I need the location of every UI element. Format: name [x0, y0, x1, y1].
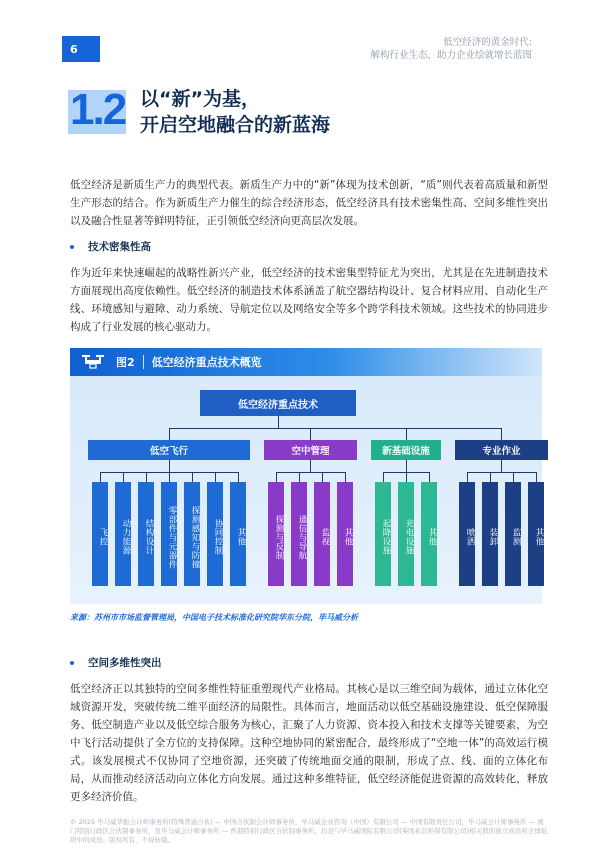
running-header-line1: 低空经济的黄金时代:: [443, 37, 532, 48]
tree-leaf: 飞控: [92, 482, 108, 586]
tree-connector: [169, 428, 170, 440]
bullet-tech-intensity: [70, 239, 151, 254]
tree-root: 低空经济重点技术: [200, 390, 356, 416]
tree-connector: [276, 472, 277, 482]
tree-category-3: 专业作业: [455, 440, 548, 460]
tree-category-1: 空中管理: [264, 440, 357, 460]
tree-connector: [169, 428, 502, 429]
tree-connector: [192, 472, 193, 482]
copyright-footer: © 2025 毕马威华振会计师事务所(特殊普通合伙) — 中国合伙制会计师事务所，毕马威企业咨询（中国）有限公司 — 中国有限责任公司，毕马威会计师事务所 — 澳门特别行政区合伙制事务所，及毕马威会计师事务所 — 香港特别行政区合伙制事务所，均是与毕马威国际有限公司(英国私营担保有限公司)相关联的独立成员所全球组织中的成员。版权所有，不得转载。: [70, 818, 548, 844]
tree-leaf: 其他: [528, 482, 544, 586]
tree-category-0: 低空飞行: [88, 440, 250, 460]
tree-connector: [310, 428, 311, 440]
spatial-paragraph: 低空经济正以其独特的空间多维性特征重塑现代产业格局。其核心是以三维空间为载体，通过立体化空域资源开发，突破传统二维平面经济的局限性。具体而言，地面活动以低空基础设施建设、低空保障服务、低空制造产业以及低空综合服务为核心，汇聚了人力资源、资本投入和技术支撑等关键要素，为空中飞行活动提供了全方位的支持保障。这种空地协同的紧密配合，最终形成了“空地一体”的高效运行模式。该发展模式不仅协同了空地资源，还突破了传统地面交通的限制，形成了点、线、面的立体化布局，从而推动经济活动向立体化方向发展。通过这种多维特征，低空经济能促进资源的高效转化，释放更多经济价值。: [70, 683, 548, 803]
tree-connector: [406, 460, 407, 472]
tree-leaf: 装卸: [482, 482, 498, 586]
page-number-badge: 6: [62, 36, 100, 62]
tree-leaf: 通信与导航: [291, 482, 307, 586]
tree-leaf: 探测感知与防撞: [184, 482, 200, 586]
tree-category-2: 新基础设施: [371, 440, 441, 460]
figure-tech-overview: [70, 348, 542, 604]
tree-leaf: 其他: [230, 482, 246, 586]
section-title: [140, 86, 330, 138]
section-title-line2: 开启空地融合的新蓝海: [140, 114, 331, 136]
tree-connector: [123, 472, 124, 482]
intro-paragraph: 低空经济是新质生产力的典型代表。新质生产力中的“新”体现为技术创新，“质”则代表着高质量和新型生产形态的结合。作为新质生产力催生的综合经济形态，低空经济具有技术密集性高、空间多维性突出以及融合性显著等鲜明特征，正引领低空经济向更高层次发展。: [70, 179, 548, 227]
tree-connector: [169, 460, 170, 472]
tree-connector: [345, 472, 346, 482]
tree-connector: [322, 472, 323, 482]
tree-connector: [146, 472, 147, 482]
section-number-text: 1.2: [70, 85, 126, 134]
tree-connector: [215, 472, 216, 482]
tree-connector: [276, 472, 345, 473]
tree-connector: [406, 428, 407, 440]
tree-connector: [429, 472, 430, 482]
figure-header-divider: [143, 355, 144, 369]
bullet-spatial-label: 空间多维性突出: [88, 657, 162, 669]
tree-leaf: 其他: [421, 482, 437, 586]
tree-connector: [406, 472, 407, 482]
tree-connector: [299, 472, 300, 482]
bullet-dot: [70, 245, 74, 249]
figure-number: 图2: [116, 356, 135, 369]
tree-leaf: 其他: [337, 482, 353, 586]
running-header-line2: 解构行业生态，助力企业绘就增长蓝图: [370, 50, 532, 61]
tree-connector: [169, 472, 170, 482]
tree-leaf: 监视: [314, 482, 330, 586]
tree-connector: [383, 472, 384, 482]
tree-connector: [490, 472, 491, 482]
tree-leaf: 动力能源: [115, 482, 131, 586]
tree-connector: [278, 416, 279, 428]
tech-intensity-paragraph: 作为近年来快速崛起的战略性新兴产业，低空经济的技术密集型特征尤为突出，尤其是在先进制造技术方面展现出高度依赖性。低空经济的制造技术体系涵盖了航空器结构设计、复合材料应用、自动化生产线、环境感知与避障、动力系统、导航定位以及网络安全等多个跨学科技术领域。这些技术的协同进步构成了行业发展的核心驱动力。: [70, 267, 548, 333]
tree-connector: [513, 472, 514, 482]
running-header: [370, 36, 532, 62]
tree-leaf: 协同控制: [207, 482, 223, 586]
tree-leaf: 充电设施: [398, 482, 414, 586]
tree-connector: [536, 472, 537, 482]
tree-leaf: 探测与反制: [268, 482, 284, 586]
tree-connector: [100, 472, 101, 482]
bullet-tech-intensity-label: 技术密集性高: [88, 241, 151, 253]
tree-connector: [467, 472, 536, 473]
section-title-line1: 以“新”为基，: [140, 88, 260, 110]
section-number: [68, 84, 126, 136]
figure-source: 来源：苏州市市场监督管理局，中国电子技术标准化研究院华东分院，毕马威分析: [70, 613, 358, 622]
tree-leaf: 监测: [505, 482, 521, 586]
tree-connector: [310, 460, 311, 472]
tree-connector: [238, 472, 239, 482]
tree-leaf: 起降设施: [375, 482, 391, 586]
bullet-dot: [70, 661, 74, 665]
tree-leaf: 零部件与元器件: [161, 482, 177, 586]
figure-title: 低空经济重点技术概览: [151, 356, 262, 369]
tree-leaf: 喷洒: [459, 482, 475, 586]
figure-header: [70, 348, 542, 376]
tree-connector: [467, 472, 468, 482]
bullet-spatial-multidimensionality: [70, 655, 162, 670]
tree-leaf: 结构设计: [138, 482, 154, 586]
drone-icon: [80, 352, 106, 372]
tree-connector: [501, 460, 502, 472]
tree-connector: [501, 428, 502, 440]
